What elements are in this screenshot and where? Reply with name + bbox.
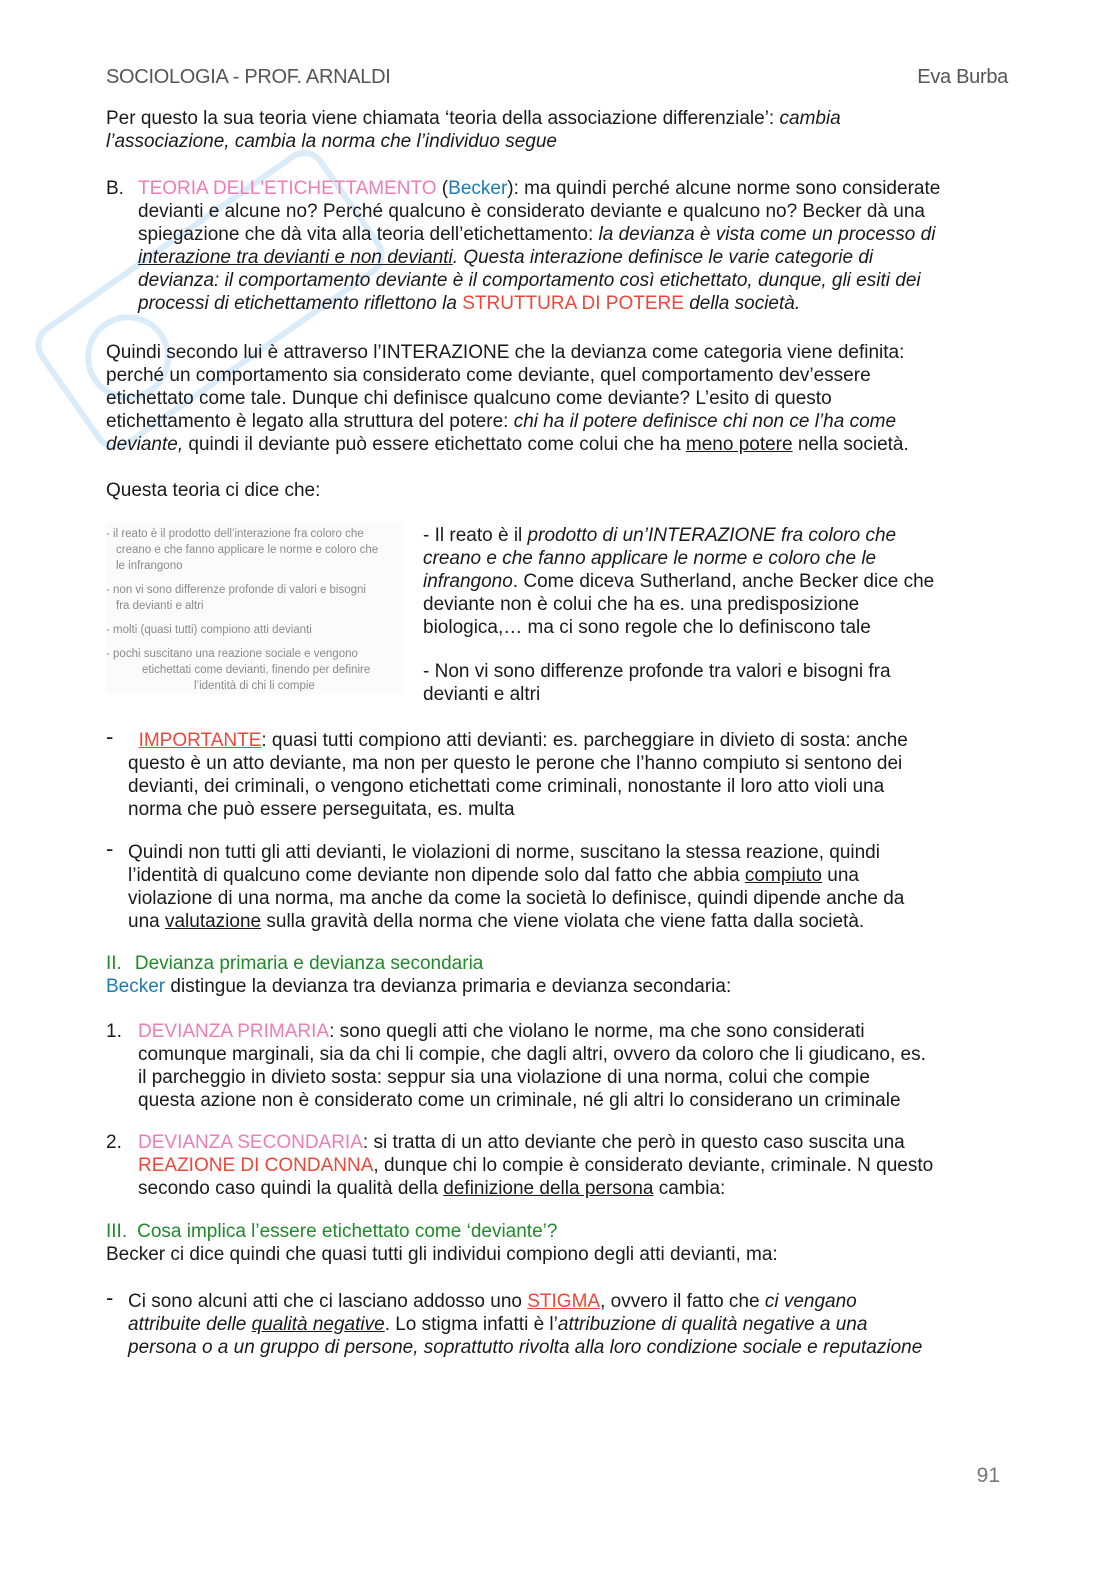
- term-stigma: STIGMA: [527, 1291, 601, 1312]
- slide-image: - il reato è il prodotto dell’interazione fra coloro che creano e che fanno applicare le norme e coloro che le infrangono - non vi sono differenze profonde di valori e bisogni fra devianti e altri - molti (quasi tutti) compiono atti devianti - pochi suscitano una reazione sociale e vengono etichettati come devianti, finendo per definire l’identità di chi li compie: [106, 522, 404, 694]
- side-explanation: - Il reato è il prodotto di un’INTERAZIONE fra coloro che creano e che fanno applicare le norme e coloro che le infrangono. Come diceva Sutherland, anche Becker dice che deviante non è colui che ha es. una predisposizione biologica,… ma ci sono regole che lo definiscono tale - Non vi sono differenze profonde tra valori e bisogni fra devianti e altri: [423, 525, 935, 705]
- section-title: Cosa implica l’essere etichettato come ‘deviante’?: [137, 1221, 558, 1242]
- section-ii: II. Devianza primaria e devianza secondaria Becker distingue la devianza tra devianza primaria e devianza secondaria:: [106, 953, 732, 997]
- section-title: Devianza primaria e devianza secondaria: [134, 953, 484, 974]
- paragraph-association: Per questo la sua teoria viene chiamata ‘teoria della associazione differenziale’: cambia l’associazione, cambia la norma che l’individuo segue: [106, 108, 841, 152]
- author-becker: Becker: [448, 178, 508, 199]
- term-secondary-deviance: DEVIANZA SECONDARIA: [138, 1132, 363, 1153]
- term-important: IMPORTANTE: [138, 730, 262, 751]
- list-marker: B.: [106, 178, 124, 199]
- item-secondary-deviance: 2. DEVIANZA SECONDARIA: si tratta di un atto deviante che però in questo caso suscita una REAZIONE DI CONDANNA, dunque chi lo compie è considerato deviante, criminale. N questo secondo caso quindi la qualità della definizione della persona cambia:: [106, 1132, 934, 1199]
- bullet-reaction: - Quindi non tutti gli atti devianti, le violazioni di norme, suscitano la stessa reazione, quindi l’identità di qualcuno come deviante non dipende solo dal fatto che abbia compiuto una violazione di una norma, ma anche da come la società lo definisce, quindi dipende anche da una valutazione sulla gravità della norma che viene violata che viene fatta dalla società.: [106, 836, 905, 932]
- section-b-labeling-theory: B. TEORIA DELL'ETICHETTAMENTO (Becker): ma quindi perché alcune norme sono considerate devianti e alcune no? Perché qualcuno è considerato deviante e qualcuno no? Becker dà una spiegazione che dà vita alla teoria dell’etichettamento: la devianza è vista come un processo di interazione tra devianti e non devianti. Questa interazione definisce le varie categorie di devianza: il comportamento deviante è il comportamento così etichettato, dunque, gli esiti dei processi di etichettamento riflettono la STRUTTURA DI POTERE della società.: [106, 178, 941, 314]
- term-power-structure: STRUTTURA DI POTERE: [462, 293, 684, 314]
- section-iii: III. Cosa implica l’essere etichettato come ‘deviante’? Becker ci dice quindi che quasi tutti gli individui compiono degli atti devianti, ma:: [106, 1221, 778, 1265]
- author-name: Eva Burba: [917, 66, 1008, 88]
- item-primary-deviance: 1. DEVIANZA PRIMARIA: sono quegli atti che violano le norme, ma che sono considerati comunque marginali, sia da chi li compie, che dagli altri, ovvero da coloro che li giudicano, es. il parcheggio in divieto sosta: seppur sia una violazione di una norma, colui che compie questa azione non è considerato come un criminale, né gli altri lo considerano un criminale: [106, 1021, 926, 1111]
- section-marker: II.: [106, 953, 122, 974]
- course-title: SOCIOLOGIA - PROF. ARNALDI: [106, 66, 391, 88]
- paragraph-intro-list: Questa teoria ci dice che:: [106, 480, 321, 501]
- term-labeling-theory: TEORIA DELL'ETICHETTAMENTO: [138, 178, 437, 199]
- term-primary-deviance: DEVIANZA PRIMARIA: [138, 1021, 330, 1042]
- page-header: [106, 66, 1008, 94]
- page-number: 91: [976, 1464, 1000, 1487]
- paragraph-interaction: Quindi secondo lui è attraverso l’INTERAZIONE che la devianza come categoria viene definita: perché un comportamento sia considerato come deviante, quel comportamento dev’essere etichettato come tale. Dunque chi definisce qualcuno come deviante? L’esito di questo etichettamento è legato alla struttura del potere: chi ha il potere definisce chi non ce l’ha come deviante, quindi il deviante può essere etichettato come colui che ha meno potere nella società.: [106, 342, 909, 455]
- bullet-important: - IMPORTANTE: quasi tutti compiono atti devianti: es. parcheggiare in divieto di sosta: anche questo è un atto deviante, ma non per questo le perone che l’hanno compiuto si sentono dei devianti, dei criminali, o vengono etichettati come criminali, nonostante il loro atto violi una norma che può essere perseguitata, es. multa: [106, 724, 908, 820]
- bullet-stigma: - Ci sono alcuni atti che ci lasciano addosso uno STIGMA, ovvero il fatto che ci vengano attribuite delle qualità negative. Lo stigma infatti è l’attribuzione di qualità negative a una persona o a un gruppo di persone, soprattutto rivolta alla loro condizione sociale e reputazione: [106, 1285, 923, 1358]
